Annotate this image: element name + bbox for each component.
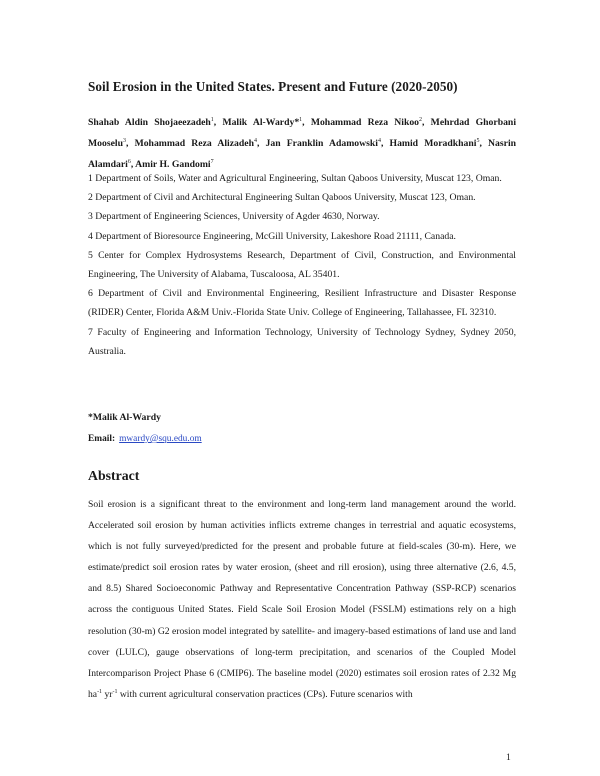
author-separator: , — [479, 138, 489, 149]
author-name: Mohammad Reza Nikoo — [310, 117, 420, 128]
abstract-part-2: with current agricultural conservation practices (CPs). Future scenarios with — [117, 688, 413, 700]
affiliation-list — [88, 169, 516, 361]
affiliation-mark: 4 — [377, 137, 381, 144]
affiliation-mark: 4 — [253, 137, 257, 144]
author-separator: , — [213, 117, 223, 128]
email-link[interactable]: mwardy@squ.edu.om — [119, 434, 202, 444]
email-line — [88, 434, 202, 444]
author-separator: , — [256, 138, 266, 149]
abstract-unit: yr — [102, 688, 113, 700]
author-name: Malik Al-Wardy* — [222, 117, 300, 128]
author-separator: , — [125, 138, 135, 149]
unit-superscript: -1 — [112, 688, 118, 695]
affiliation-item: 1 Department of Soils, Water and Agricultural Engineering, Sultan Qaboos University, Muscat 123, Oman. — [88, 173, 502, 184]
author-name: Jan Franklin Adamowski — [265, 138, 378, 149]
author-separator: , — [422, 117, 431, 128]
affiliation-mark: 5 — [476, 137, 480, 144]
affiliation-item: 6 Department of Civil and Environmental Engineering, Resilient Infrastructure and Disaster Response (RIDER) Center, Florida A&M Univ.-Florida State Univ. College of Engineering, Tallahassee, FL 32310. — [88, 288, 516, 319]
author-name: Mehrdad Ghorbani Mooselu — [88, 117, 517, 149]
author-separator: , — [130, 159, 136, 170]
abstract-part-1: Soil erosion is a significant threat to the environment and long-term land management around the world. Accelerated soil erosion by human activities inflicts extreme changes in terrestrial and aquatic ecosystems, which is not fully surveyed/predicted for the present and probable future at field-scales (30-m). Here, we estimate/predict soil erosion rates by water erosion, (sheet and rill erosion), using three alternative (2.6, 4.5, and 8.5) Shared Socioeconomic Pathway and Representative Concentration Pathway (SSP-RCP) scenarios across the contiguous United States. Field Scale Soil Erosion Model (FSSLM) estimations rely on a high resolution (30-m) G2 erosion model integrated by satellite- and imagery-based estimations of land use and land cover (LULC), gauge observations of long-term precipitation, and scenarios of the Coupled Model Intercomparison Project Phase 6 (CMIP6). The baseline model (2020) estimates soil erosion rates of 2.32 Mg ha — [88, 499, 516, 700]
paper-title: Soil Erosion in the United States. Present and Future (2020-2050) — [88, 79, 458, 94]
abstract-heading: Abstract — [88, 468, 140, 483]
abstract-text — [88, 494, 516, 705]
author-name: Hamid Moradkhani — [389, 138, 477, 149]
author-separator: , — [302, 117, 311, 128]
affiliation-mark: 6 — [127, 158, 131, 165]
affiliation-item: 4 Department of Bioresource Engineering, McGill University, Lakeshore Road 21111, Canada. — [88, 230, 456, 242]
page-number: 1 — [506, 752, 511, 763]
author-separator: , — [380, 138, 390, 149]
affiliation-item: 2 Department of Civil and Architectural Engineering Sultan Qaboos University, Muscat 123, Oman. — [88, 192, 476, 204]
affiliation-mark: 2 — [419, 116, 423, 123]
author-name: Shahab Aldin Shojaeezadeh — [88, 117, 211, 128]
affiliation-mark: 1 — [299, 116, 303, 123]
affiliation-item: 5 Center for Complex Hydrosystems Research, Department of Civil, Construction, and Environmental Engineering, The University of Alabama, Tuscaloosa, AL 35401. — [88, 249, 516, 281]
corresponding-author: *Malik Al-Wardy — [88, 412, 161, 423]
author-list — [88, 112, 516, 175]
author-name: Nasrin Alamdari — [88, 138, 517, 170]
affiliation-mark: 1 — [210, 116, 214, 123]
author-name: Amir H. Gandomi — [135, 159, 211, 170]
affiliation-mark: 7 — [210, 158, 214, 165]
affiliation-item: 3 Department of Engineering Sciences, University of Agder 4630, Norway. — [88, 211, 380, 223]
unit-superscript: -1 — [97, 688, 103, 695]
affiliation-mark: 3 — [122, 137, 126, 144]
author-name: Mohammad Reza Alizadeh — [134, 138, 254, 149]
affiliation-item: 7 Faculty of Engineering and Information Technology, University of Technology Sydney, Sydney 2050, Australia. — [88, 326, 516, 357]
email-label: Email: — [88, 434, 116, 444]
